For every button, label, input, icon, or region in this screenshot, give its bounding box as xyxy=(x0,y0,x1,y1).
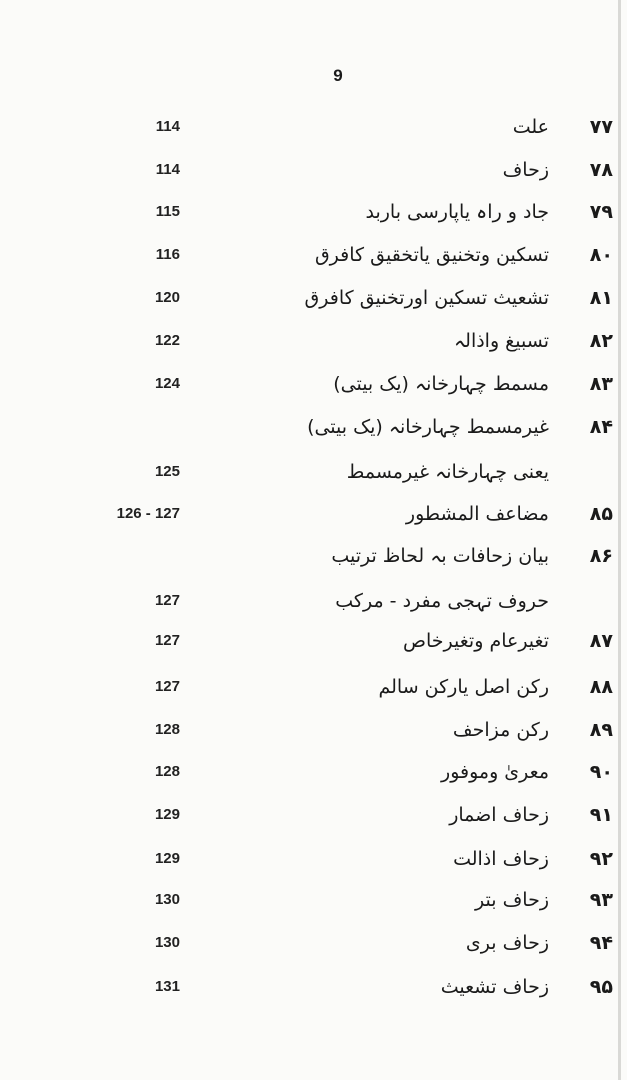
entry-page: 127 xyxy=(154,678,180,695)
entry-page: 114 xyxy=(155,161,180,178)
entry-page: 129 xyxy=(154,850,180,867)
entry-page: 126 - 127 xyxy=(116,505,180,522)
entry-title: مضاعف المشطور xyxy=(405,503,549,525)
entry-page: 130 xyxy=(154,891,180,908)
entry-page: 116 xyxy=(155,246,180,263)
entry-number: ۸۲ xyxy=(589,330,613,352)
entry-number: ۸۱ xyxy=(589,287,613,309)
entry-page: 131 xyxy=(154,978,180,995)
entry-page: 124 xyxy=(154,375,180,392)
entry-title: تشعیث تسکین اورتخنیق کافرق xyxy=(304,287,549,309)
entry-number: ۸۶ xyxy=(589,545,613,567)
entry-page: 128 xyxy=(154,763,180,780)
entry-title: زحاف اذالت xyxy=(453,848,549,870)
entry-number: ۸۸ xyxy=(589,676,613,698)
page-number: 9 xyxy=(333,66,343,85)
entry-number: ۸۵ xyxy=(589,503,613,525)
entry-page: 129 xyxy=(154,806,180,823)
entry-title: تسبیغ واذالہ xyxy=(454,330,549,352)
entry-number: ۹۲ xyxy=(589,848,613,870)
entry-number: ۸۹ xyxy=(589,719,613,741)
entry-number: ۹۵ xyxy=(589,976,613,998)
entry-title: زحاف بتر xyxy=(475,889,549,911)
entry-title: حروف تہجی مفرد - مرکب xyxy=(335,590,549,612)
entry-page: 127 xyxy=(154,592,180,609)
entry-title: تسکین وتخنیق یاتخقیق کافرق xyxy=(314,244,549,266)
entry-title: علت xyxy=(512,116,549,138)
entry-page: 122 xyxy=(154,332,180,349)
entry-page: 128 xyxy=(154,721,180,738)
entry-title: تغیرعام وتغیرخاص xyxy=(403,630,549,652)
entry-number: ۷۹ xyxy=(589,201,613,223)
entry-title: غیرمسمط چہارخانہ (یک بیتی) xyxy=(307,416,549,438)
entry-title: زحاف اضمار xyxy=(449,804,549,826)
entry-number: ۷۷ xyxy=(589,116,613,138)
entry-title: بیان زحافات بہ لحاظ ترتیب xyxy=(331,545,549,567)
entry-title: زحاف تشعیث xyxy=(440,976,549,998)
entry-title: مسمط چہارخانہ (یک بیتی) xyxy=(333,373,549,395)
entry-title: رکن مزاحف xyxy=(452,719,549,741)
entry-title: رکن اصل یارکن سالم xyxy=(378,676,549,698)
entry-number: ۸۷ xyxy=(589,630,613,652)
entry-number: ۹۳ xyxy=(589,889,613,911)
entry-page: 115 xyxy=(155,203,180,220)
entry-number: ۷۸ xyxy=(589,159,613,181)
entry-title: زحاف بری xyxy=(465,932,549,954)
entry-page: 120 xyxy=(154,289,180,306)
entry-page: 127 xyxy=(154,632,180,649)
entry-title: زحاف xyxy=(502,159,549,181)
entry-number: ۸۰ xyxy=(589,244,613,266)
entry-title: یعنی چہارخانہ غیرمسمط xyxy=(346,461,549,483)
entry-page: 125 xyxy=(154,463,180,480)
entry-title: معریٰ وموفور xyxy=(441,761,549,783)
entry-number: ۹۰ xyxy=(589,761,613,783)
entry-number: ۹۴ xyxy=(589,932,613,954)
entry-page: 130 xyxy=(154,934,180,951)
entry-title: جاد و راہ یاپارسی باربد xyxy=(365,201,549,223)
entry-page: 114 xyxy=(155,118,180,135)
entry-number: ۸۴ xyxy=(589,416,613,438)
entry-number: ۸۳ xyxy=(589,373,613,395)
entry-number: ۹۱ xyxy=(589,804,613,826)
